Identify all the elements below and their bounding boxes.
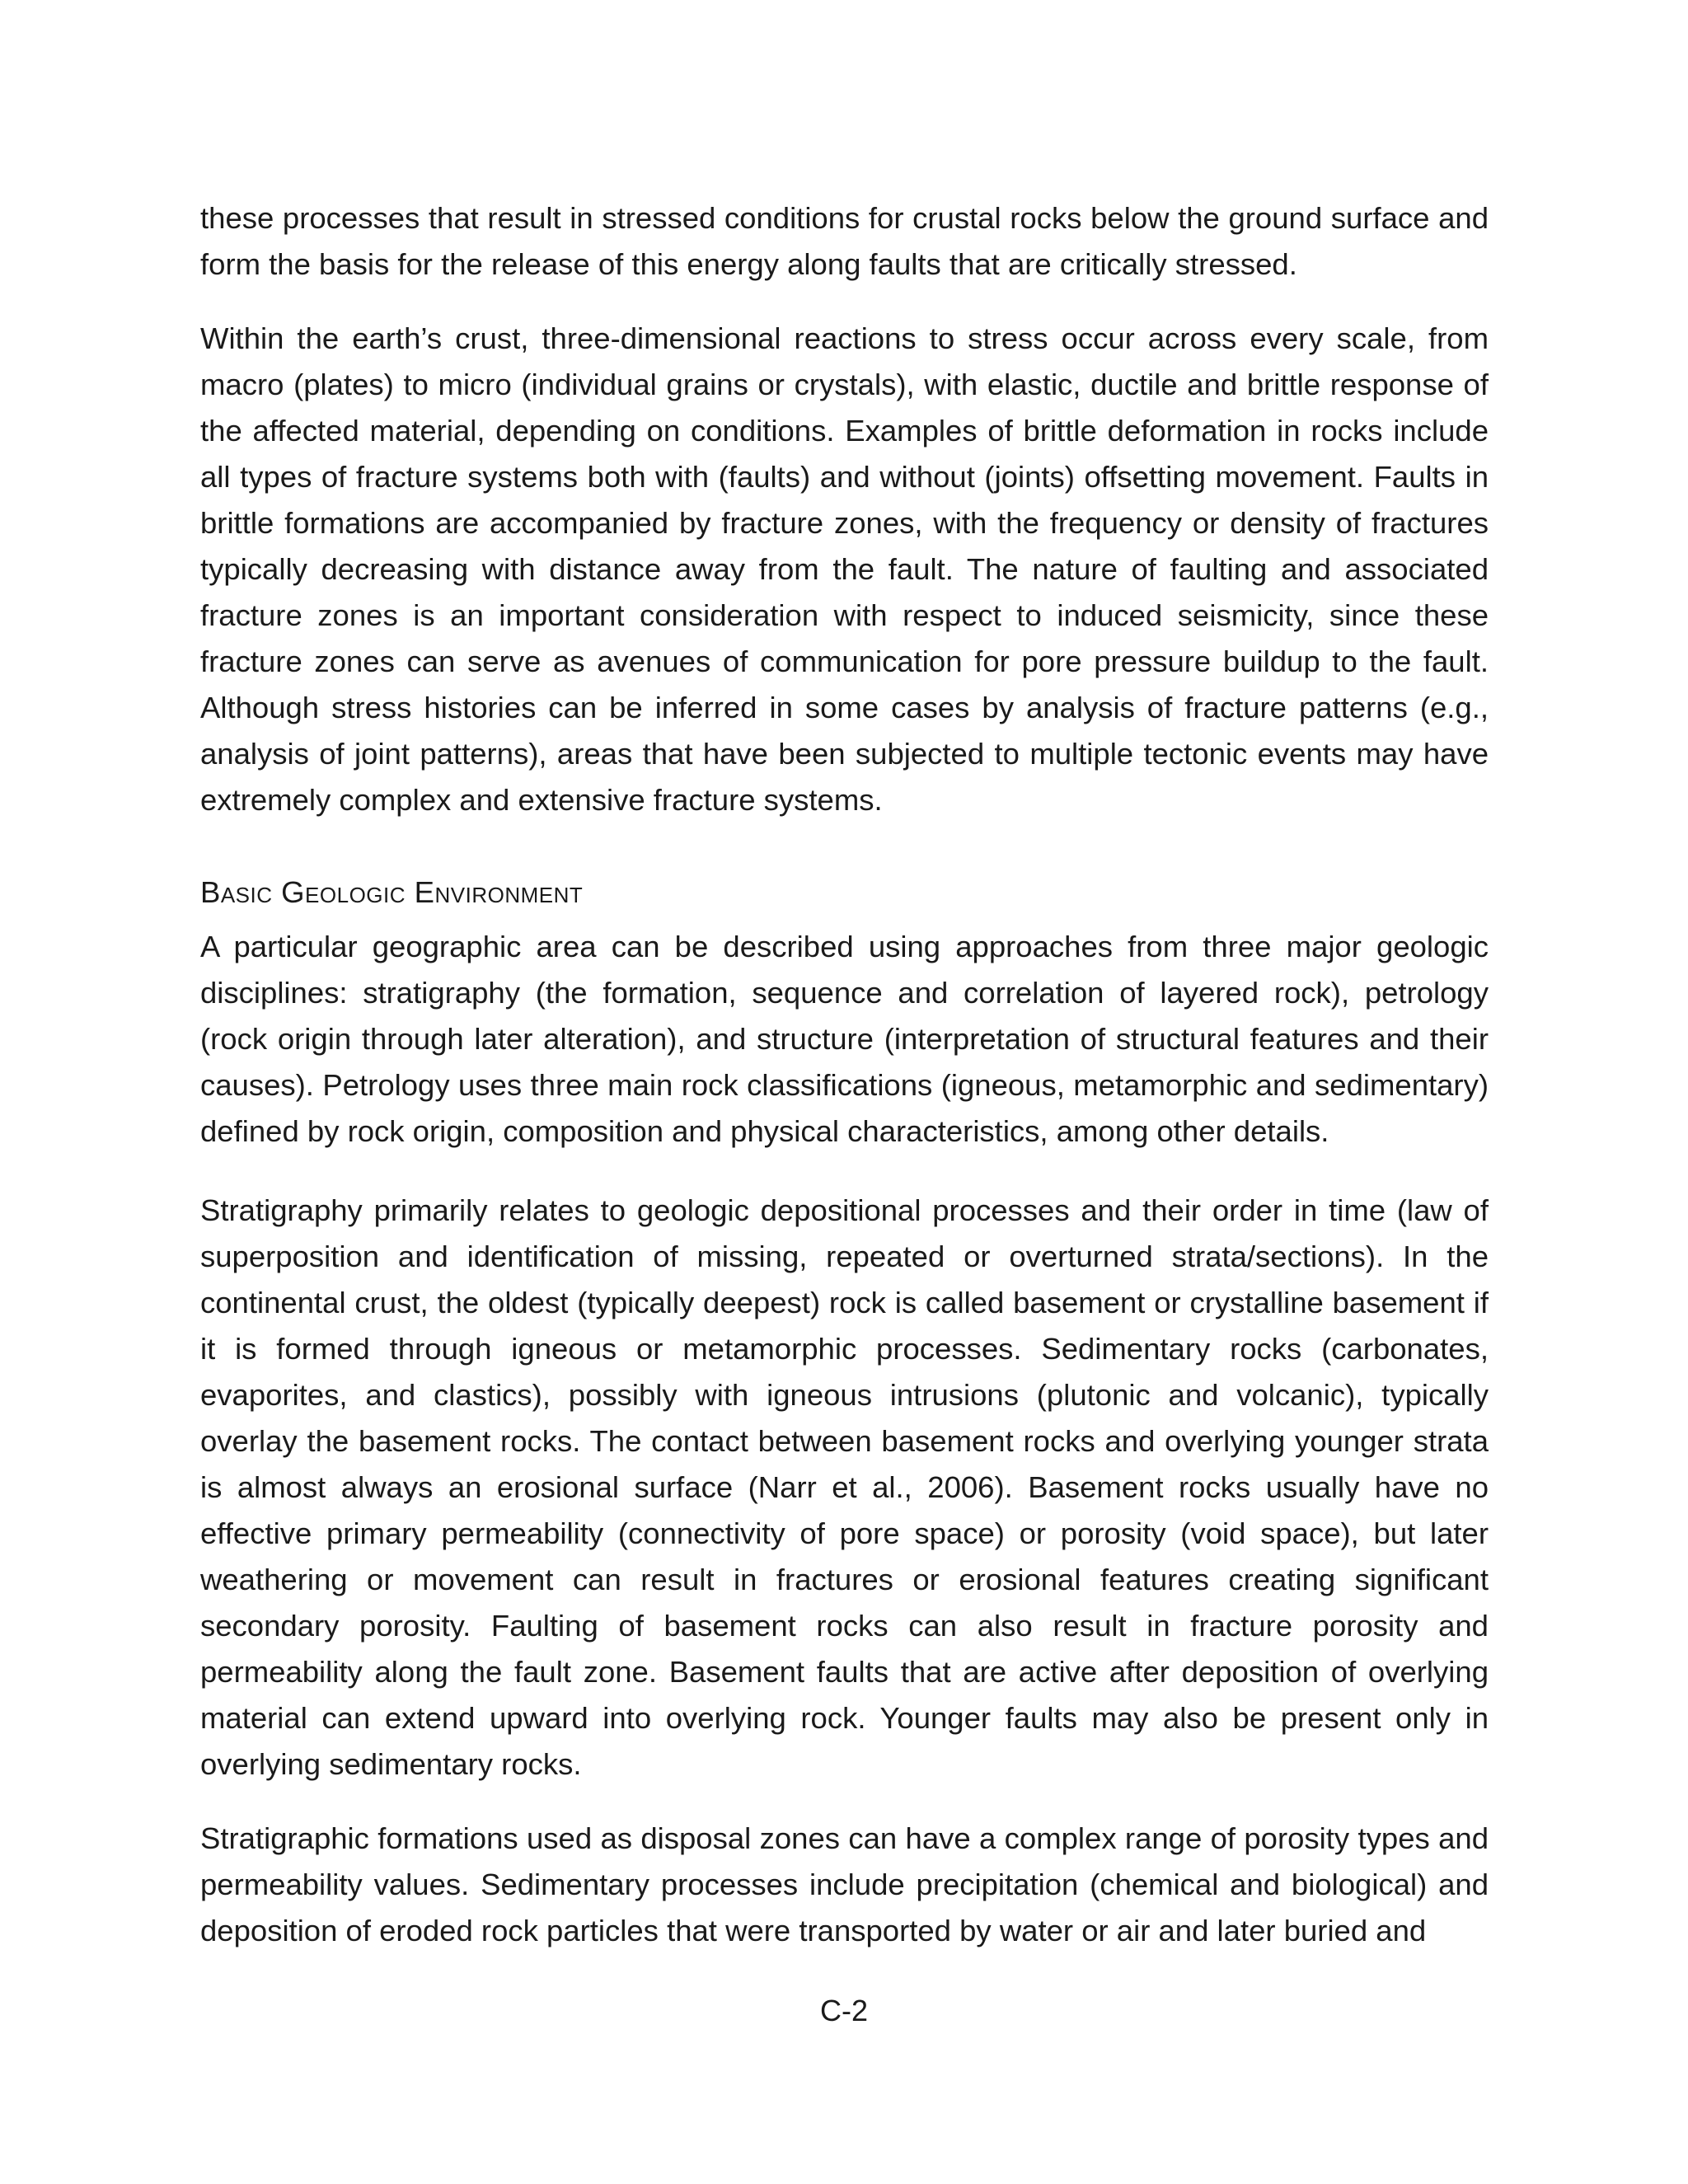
paragraph-disposal-zones: Stratigraphic formations used as disposal zones can have a complex range of porosity types and permeability values. Sedimentary processes include precipitation (chemical and biological) and deposition of eroded rock particles that were transported by water or air and later buried and (200, 1821, 1489, 1947)
paragraph-continuation: these processes that result in stressed conditions for crustal rocks below the ground surface and form the basis for the release of this energy along faults that are critically stressed. (200, 201, 1489, 281)
page-body (200, 195, 1489, 1982)
section-heading: Basic Geologic Environment (200, 875, 584, 909)
paragraph-stratigraphy: Stratigraphy primarily relates to geologic depositional processes and their order in time (law of superposition and identification of missing, repeated or overturned strata/sections). In the continental crust, the oldest (typically deepest) rock is called basement or crystalline basement if it is formed through igneous or metamorphic processes. Sedimentary rocks (carbonates, evaporites, and clastics), possibly with igneous intrusions (plutonic and volcanic), typically overlay the basement rocks. The contact between basement rocks and overlying younger strata is almost always an erosional surface (Narr et al., 2006). Basement rocks usually have no effective primary permeability (connectivity of pore space) or porosity (void space), but later weathering or movement can result in fractures or erosional features creating significant secondary porosity. Faulting of basement rocks can also result in fracture porosity and permeability along the fault zone. Basement faults that are active after deposition of overlying material can extend upward into overlying rock. Younger faults may also be present only in overlying sedimentary rocks. (200, 1193, 1489, 1781)
paragraph-geologic-disciplines: A particular geographic area can be described using approaches from three major geologic disciplines: stratigraphy (the formation, sequence and correlation of layered rock), petrology (rock origin through later alteration), and structure (interpretation of structural features and their causes). Petrology uses three main rock classifications (igneous, metamorphic and sedimentary) defined by rock origin, composition and physical characteristics, among other details. (200, 930, 1489, 1148)
paragraph-stress-reactions: Within the earth’s crust, three-dimensional reactions to stress occur across every scale, from macro (plates) to micro (individual grains or crystals), with elastic, ductile and brittle response of the affected material, depending on conditions. Examples of brittle deformation in rocks include all types of fracture systems both with (faults) and without (joints) offsetting movement. Faults in brittle formations are accompanied by fracture zones, with the frequency or density of fractures typically decreasing with distance away from the fault. The nature of faulting and associated fracture zones is an important consideration with respect to induced seismicity, since these fracture zones can serve as avenues of communication for pore pressure buildup to the fault. Although stress histories can be inferred in some cases by analysis of fracture patterns (e.g., analysis of joint patterns), areas that have been subjected to multiple tectonic events may have extremely complex and extensive fracture systems. (200, 321, 1489, 817)
page-number: C-2 (819, 1994, 868, 2027)
